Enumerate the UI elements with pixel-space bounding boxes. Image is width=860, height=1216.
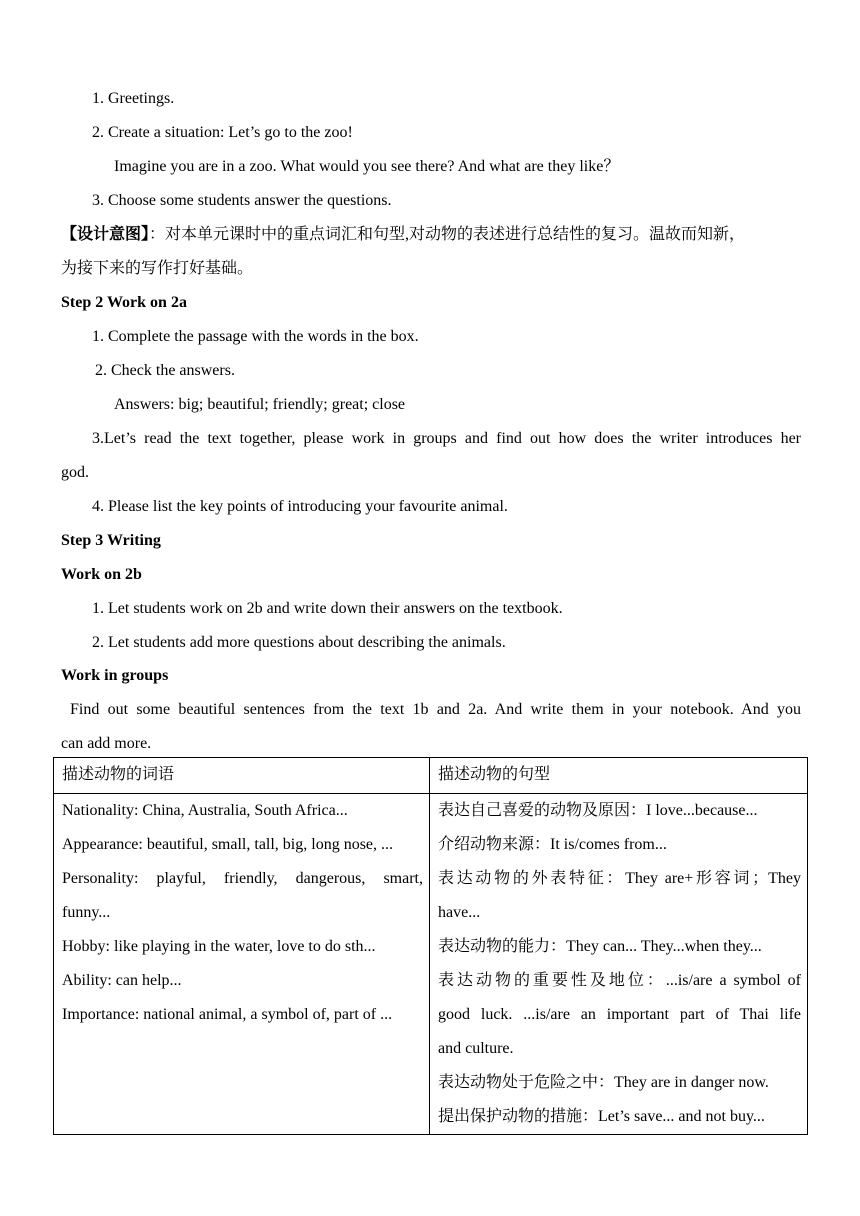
sentence-appearance-line-2: have...: [438, 904, 481, 921]
design-note-label: 【设计意图】: [61, 226, 150, 243]
table-cell-words: [54, 794, 430, 1135]
step2-item-1: 1. Complete the passage with the words in the box.: [92, 328, 419, 345]
word-importance: Importance: national animal, a symbol of, part of ...: [62, 1006, 393, 1023]
step2-item-3-line-1: 3.Let’s read the text together, please work in groups and find out how does the writer introduces her: [92, 430, 801, 447]
word-personality-line-2: funny...: [62, 904, 111, 921]
design-note-text: ：对本单元课时中的重点词汇和句型,对动物的表述进行总结性的复习。温故而知新，: [149, 226, 746, 243]
word-ability: Ability: can help...: [62, 972, 182, 989]
word-personality-line-1: Personality: playful, friendly, dangerous, smart,: [62, 870, 423, 887]
table-header-words: 描述动物的词语: [54, 758, 430, 794]
sentence-protection: 提出保护动物的措施：Let’s save... and not buy...: [438, 1108, 765, 1125]
table-cell-sentences: [430, 794, 808, 1135]
sentence-importance-line-2: good luck. ...is/are an important part of Thai life: [438, 1006, 801, 1023]
intro-item-2: 2. Create a situation: Let’s go to the zoo!: [92, 124, 353, 141]
animal-description-table: [53, 757, 808, 1135]
groups-heading: Work in groups: [61, 667, 169, 684]
table-header-row: [54, 758, 808, 794]
intro-item-3: 3. Choose some students answer the questions.: [92, 192, 392, 209]
design-note-line-1: [61, 225, 801, 245]
step2-answers: Answers: big; beautiful; friendly; great; close: [114, 396, 406, 413]
step2-item-3-line-2: god.: [61, 464, 89, 481]
word-appearance: Appearance: beautiful, small, tall, big, long nose, ...: [62, 836, 394, 853]
step2-heading: Step 2 Work on 2a: [61, 294, 187, 311]
intro-item-1: 1. Greetings.: [92, 90, 175, 107]
intro-item-2-sub: Imagine you are in a zoo. What would you see there? And what are they like？: [114, 158, 620, 175]
word-hobby: Hobby: like playing in the water, love to do sth...: [62, 938, 376, 955]
groups-text-line-1: Find out some beautiful sentences from the text 1b and 2a. And write them in your notebook. And you: [70, 701, 801, 718]
groups-text-line-2: can add more.: [61, 735, 152, 752]
sentence-appearance-line-1: 表达动物的外表特征：They are+形容词；They: [438, 870, 801, 887]
table-row: [54, 794, 808, 1135]
sentence-importance-line-1: 表达动物的重要性及地位：...is/are a symbol of: [438, 972, 801, 989]
sentence-ability: 表达动物的能力：They can... They...when they...: [438, 938, 762, 955]
sentence-origin: 介绍动物来源：It is/comes from...: [438, 836, 667, 853]
design-note-line-2: 为接下来的写作打好基础。: [61, 260, 254, 277]
table-header-sentences: 描述动物的句型: [430, 758, 808, 794]
step2-item-4: 4. Please list the key points of introducing your favourite animal.: [92, 498, 508, 515]
sentence-danger: 表达动物处于危险之中：They are in danger now.: [438, 1074, 769, 1091]
step3-heading: Step 3 Writing: [61, 532, 161, 549]
step3-item-2: 2. Let students add more questions about describing the animals.: [92, 634, 506, 651]
sentence-importance-line-3: and culture.: [438, 1040, 514, 1057]
sentence-favourite: 表达自己喜爱的动物及原因：I love...because...: [438, 802, 758, 819]
step3-sub-heading: Work on 2b: [61, 566, 142, 583]
step2-item-2: 2. Check the answers.: [95, 362, 235, 379]
step3-item-1: 1. Let students work on 2b and write down their answers on the textbook.: [92, 600, 563, 617]
word-nationality: Nationality: China, Australia, South Africa...: [62, 802, 348, 819]
